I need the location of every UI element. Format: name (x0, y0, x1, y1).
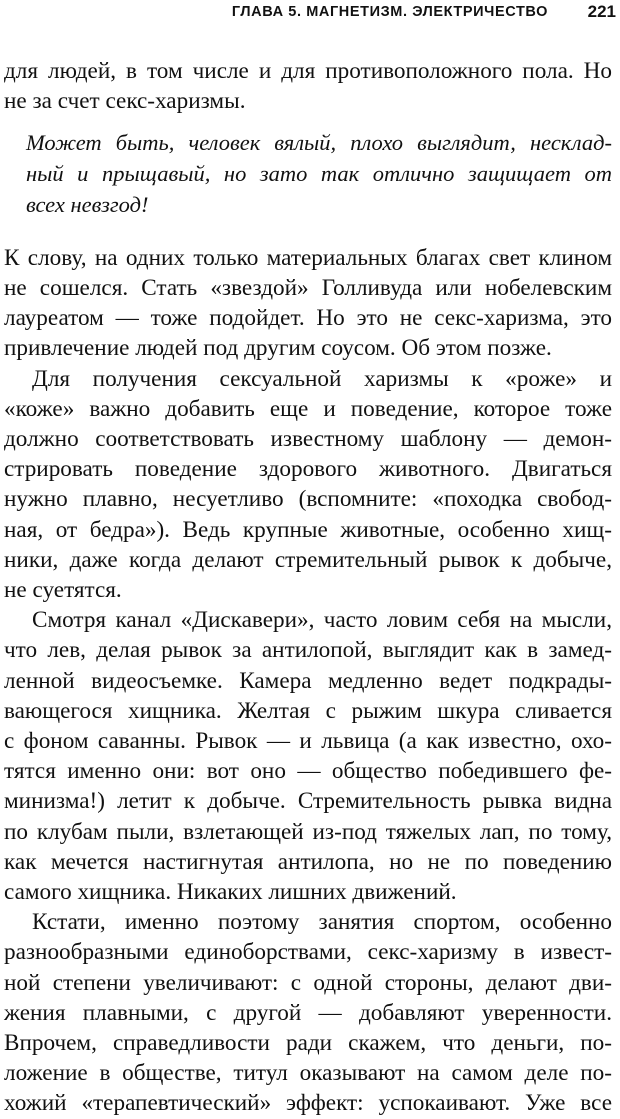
quote-line: ный и прыщавый, но зато так отлично защищает от (26, 161, 612, 187)
text-line: Кстати, именно поэтому занятия спортом, особенно (32, 909, 612, 936)
text-line: разнообразными единоборствами, секс-харизму в извест- (4, 939, 612, 966)
paragraph (4, 907, 612, 1118)
text-line: вающегося хищника. Желтая с рыжим шкура сливается (4, 697, 612, 724)
running-head: ГЛАВА 5. МАГНЕТИЗМ. ЭЛЕКТРИЧЕСТВО (231, 4, 548, 20)
text-line: К слову, на одних только материальных благах свет клином (4, 244, 612, 271)
text-body (4, 56, 612, 1119)
paragraph-continued (4, 56, 612, 116)
text-line: не за счет секс-харизмы. (4, 88, 246, 115)
text-line: тятся именно они: вот оно — общество победившего фе- (4, 758, 612, 785)
text-line: нужно плавно, несуетливо (вспомните: «походка свобод- (4, 486, 612, 513)
text-line: не сошелся. Стать «звездой» Голливуда или нобелевским (4, 275, 612, 301)
text-line: хожий «терапевтический» эффект: успокаивают. Уже все (4, 1090, 612, 1117)
text-line: лауреатом — тоже подойдет. Но это не секс-харизма, это (4, 305, 612, 332)
text-line: самого хищника. Никаких лишних движений. (4, 879, 457, 906)
text-line: Смотря канал «Дискавери», часто ловим себя на мысли, (32, 607, 612, 634)
text-line: для людей, в том числе и для противоположного пола. Но (4, 58, 612, 84)
paragraph (4, 243, 612, 364)
text-line: стрировать поведение здорового животного. Двигаться (4, 456, 612, 483)
text-line: как мечется настигнутая антилопа, но не по поведению (4, 848, 612, 875)
page-header (0, 0, 620, 30)
paragraph (4, 364, 612, 606)
text-line: ная, от бедра»). Ведь крупные животные, особенно хищ- (4, 516, 612, 543)
text-line: ной степени увеличивают: с одной стороны, делают дви- (4, 969, 612, 996)
text-line: не суетятся. (4, 577, 122, 604)
paragraph (4, 605, 612, 907)
text-line: Для получения сексуальной харизмы к «роже» и (32, 365, 612, 392)
page-number: 221 (587, 2, 616, 21)
text-line: с фоном саванны. Рывок — и львица (а как известно, охо- (4, 728, 612, 755)
text-line: ленной видеосъемке. Камера медленно ведет подкрады- (4, 667, 612, 694)
italic-quote (26, 128, 612, 220)
text-line: ники, даже когда делают стремительный рывок к добыче, (4, 546, 612, 573)
text-line: должно соответствовать известному шаблону — демон- (4, 426, 612, 453)
text-line: привлечение людей под другим соусом. Об этом позже. (4, 335, 552, 362)
text-line: Впрочем, справедливости ради скажем, что деньги, по- (4, 1030, 612, 1057)
text-line: ложение в обществе, титул оказывают на самом деле по- (4, 1060, 612, 1087)
text-line: что лев, делая рывок за антилопой, выглядит как в замед- (4, 637, 612, 664)
text-line: жения плавными, с другой — добавляют уверенности. (4, 999, 612, 1026)
text-line: по клубам пыли, взлетающей из-под тяжелых лап, по тому, (4, 818, 612, 845)
text-line: «коже» важно добавить еще и поведение, которое тоже (4, 395, 612, 422)
quote-line: всех невзгод! (26, 192, 149, 217)
text-line: минизма!) летит к добыче. Стремительность рывка видна (4, 788, 612, 815)
quote-line: Может быть, человек вялый, плохо выглядит, несклад- (26, 130, 612, 156)
